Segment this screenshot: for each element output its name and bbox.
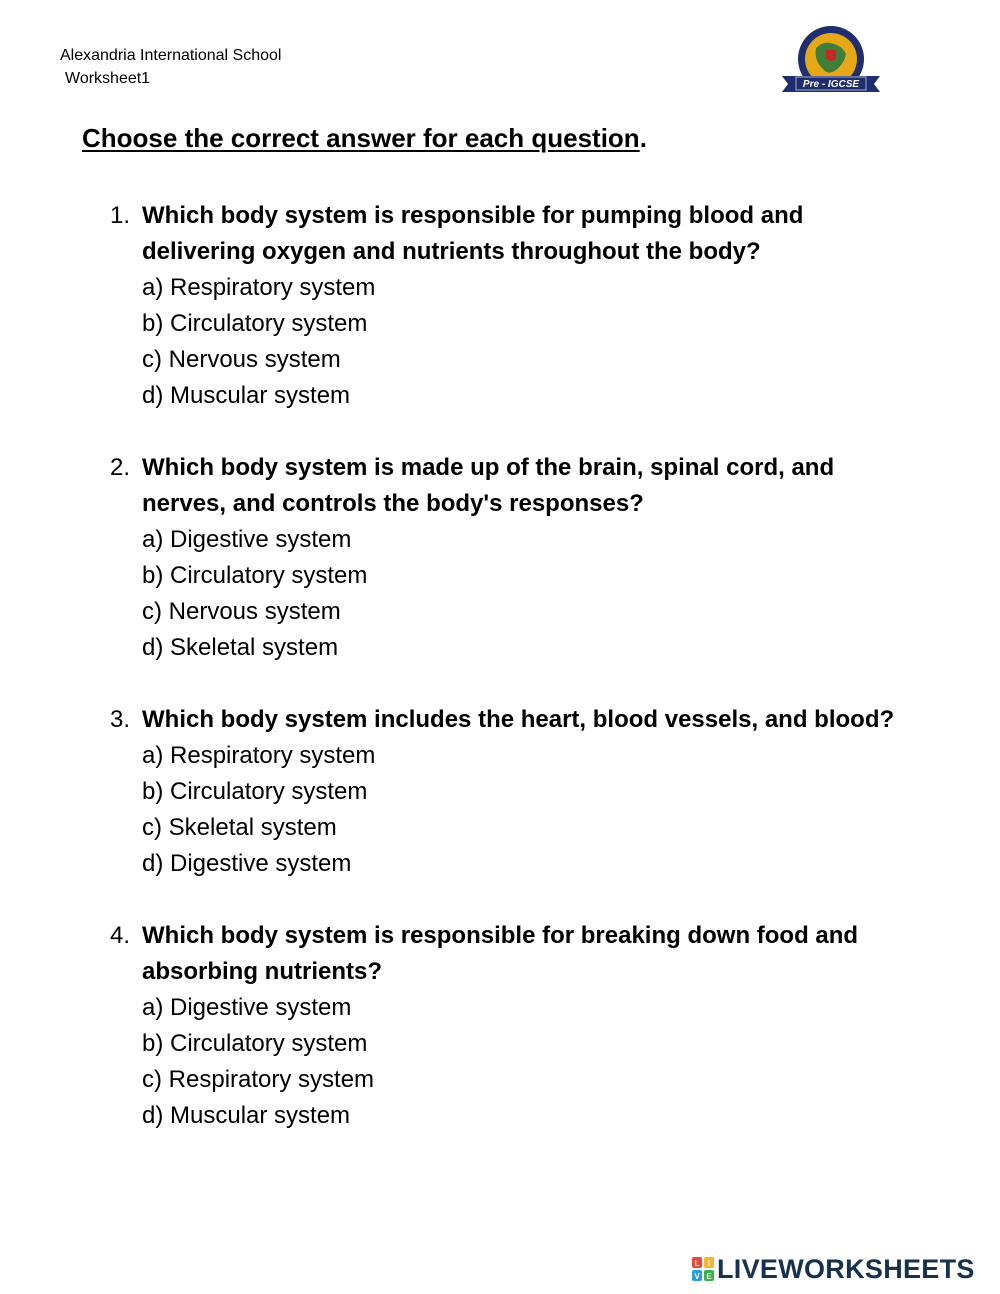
question-number: 4. xyxy=(110,922,131,949)
answer-option-c[interactable]: c) Skeletal system xyxy=(142,814,337,841)
logo-ribbon-text: Pre - IGCSE xyxy=(802,79,860,90)
question-number: 3. xyxy=(110,706,131,733)
answer-option-c[interactable]: c) Respiratory system xyxy=(142,1066,375,1093)
question-text: Which body system is responsible for breaking down food and absorbing nutrients? xyxy=(142,922,859,985)
answer-option-d[interactable]: d) Skeletal system xyxy=(142,634,339,661)
question-list xyxy=(0,198,1000,1170)
liveworksheets-brand xyxy=(692,1252,975,1286)
instructions-text: Choose the correct answer for each question xyxy=(82,123,640,153)
question-4 xyxy=(0,918,1000,1134)
logo-letter-l: L xyxy=(694,1259,700,1268)
answer-option-b[interactable]: b) Circulatory system xyxy=(142,1030,368,1057)
answer-option-d[interactable]: d) Digestive system xyxy=(142,850,352,877)
answer-option-b[interactable]: b) Circulatory system xyxy=(142,562,368,589)
logo-letter-v: V xyxy=(694,1272,700,1281)
answer-option-d[interactable]: d) Muscular system xyxy=(142,382,351,409)
question-number: 2. xyxy=(110,454,131,481)
question-3 xyxy=(0,702,1000,882)
question-text: Which body system is made up of the brain, spinal cord, and nerves, and controls the body's responses? xyxy=(142,454,835,517)
question-text: Which body system is responsible for pumping blood and delivering oxygen and nutrients throughout the body? xyxy=(142,202,804,265)
logo-letter-e: E xyxy=(706,1272,712,1281)
answer-option-d[interactable]: d) Muscular system xyxy=(142,1102,351,1129)
answer-option-a[interactable]: a) Respiratory system xyxy=(142,274,376,301)
logo-letter-i: I xyxy=(707,1259,711,1268)
question-2 xyxy=(0,450,1000,666)
question-1 xyxy=(0,198,1000,414)
instructions-heading xyxy=(82,120,647,156)
answer-option-c[interactable]: c) Nervous system xyxy=(142,598,341,625)
answer-option-b[interactable]: b) Circulatory system xyxy=(142,778,368,805)
answer-option-b[interactable]: b) Circulatory system xyxy=(142,310,368,337)
worksheet-label: Worksheet1 xyxy=(65,70,151,87)
answer-option-a[interactable]: a) Digestive system xyxy=(142,994,352,1021)
brand-text: LIVEWORKSHEETS xyxy=(717,1253,975,1284)
school-logo-icon xyxy=(780,24,882,98)
school-name: Alexandria International School xyxy=(60,47,282,64)
question-number: 1. xyxy=(110,202,131,229)
answer-option-a[interactable]: a) Respiratory system xyxy=(142,742,376,769)
school-header xyxy=(60,44,281,90)
instructions-period: . xyxy=(639,123,647,153)
question-text: Which body system includes the heart, blood vessels, and blood? xyxy=(142,706,895,733)
answer-option-c[interactable]: c) Nervous system xyxy=(142,346,341,373)
school-logo xyxy=(780,24,882,98)
answer-option-a[interactable]: a) Digestive system xyxy=(142,526,352,553)
liveworksheets-logo-icon xyxy=(692,1257,714,1281)
